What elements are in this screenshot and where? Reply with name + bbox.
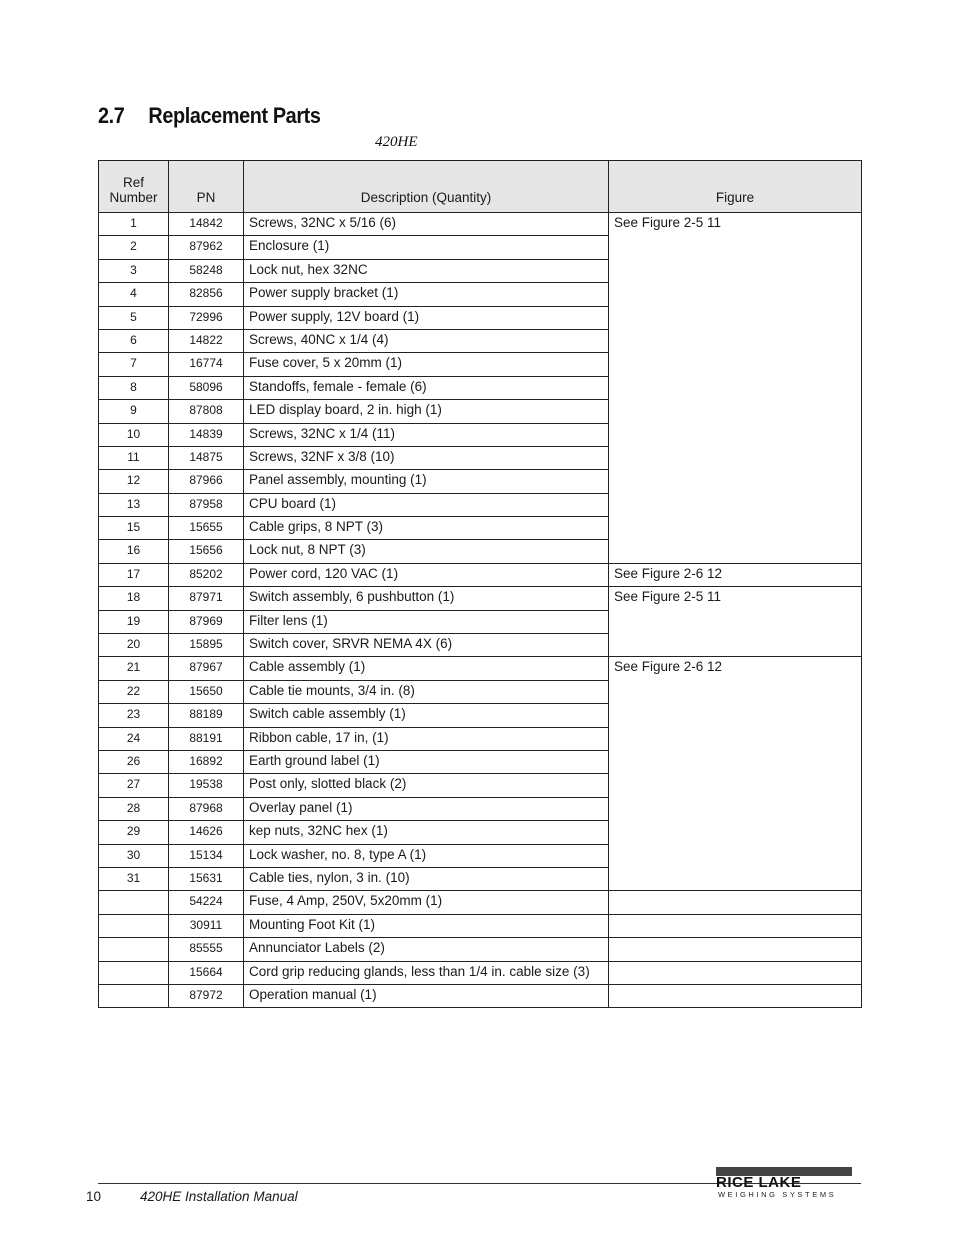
header-ref-number: [99, 161, 169, 213]
pn-cell: 14822: [169, 329, 244, 352]
pn-cell: 19538: [169, 774, 244, 797]
ref-cell: 3: [99, 259, 169, 282]
pn-cell: 87967: [169, 657, 244, 680]
ref-cell: 28: [99, 797, 169, 820]
description-cell: Fuse cover, 5 x 20mm (1): [244, 353, 609, 376]
description-cell: Screws, 32NC x 5/16 (6): [244, 213, 609, 236]
description-cell: Screws, 32NF x 3/8 (10): [244, 446, 609, 469]
description-cell: Cable assembly (1): [244, 657, 609, 680]
description-cell: Power supply, 12V board (1): [244, 306, 609, 329]
figure-cell: See Figure 2-5 11: [609, 213, 862, 564]
ref-cell: 9: [99, 400, 169, 423]
description-cell: Screws, 32NC x 1/4 (11): [244, 423, 609, 446]
ref-cell: 29: [99, 821, 169, 844]
ref-cell: 11: [99, 446, 169, 469]
pn-cell: 58096: [169, 376, 244, 399]
pn-cell: 14842: [169, 213, 244, 236]
description-cell: Standoffs, female - female (6): [244, 376, 609, 399]
rice-lake-logo: [714, 1165, 862, 1199]
description-cell: Panel assembly, mounting (1): [244, 470, 609, 493]
description-cell: Post only, slotted black (2): [244, 774, 609, 797]
description-cell: Earth ground label (1): [244, 750, 609, 773]
pn-cell: 15655: [169, 517, 244, 540]
pn-cell: 87972: [169, 984, 244, 1007]
ref-cell: 5: [99, 306, 169, 329]
pn-cell: 14626: [169, 821, 244, 844]
pn-cell: 15895: [169, 634, 244, 657]
description-cell: Annunciator Labels (2): [244, 938, 609, 961]
description-cell: LED display board, 2 in. high (1): [244, 400, 609, 423]
ref-cell: 15: [99, 517, 169, 540]
ref-cell: 30: [99, 844, 169, 867]
table-header-row: [99, 161, 862, 213]
pn-cell: 87968: [169, 797, 244, 820]
ref-cell: 18: [99, 587, 169, 610]
pn-cell: 82856: [169, 283, 244, 306]
pn-cell: 15631: [169, 867, 244, 890]
ref-cell: 12: [99, 470, 169, 493]
ref-cell: 16: [99, 540, 169, 563]
table-row: [99, 657, 862, 680]
header-ref-line1: Ref: [122, 175, 144, 190]
figure-cell: See Figure 2-6 12: [609, 563, 862, 586]
pn-cell: 54224: [169, 891, 244, 914]
logo-tagline: WEIGHING SYSTEMS: [718, 1190, 837, 1199]
description-cell: Power supply bracket (1): [244, 283, 609, 306]
pn-cell: 88189: [169, 704, 244, 727]
pn-cell: 87962: [169, 236, 244, 259]
ref-cell: 8: [99, 376, 169, 399]
ref-cell: 24: [99, 727, 169, 750]
pn-cell: 14839: [169, 423, 244, 446]
description-cell: Enclosure (1): [244, 236, 609, 259]
ref-cell: 23: [99, 704, 169, 727]
pn-cell: 87808: [169, 400, 244, 423]
ref-cell: 6: [99, 329, 169, 352]
ref-cell: 19: [99, 610, 169, 633]
description-cell: Cable tie mounts, 3/4 in. (8): [244, 680, 609, 703]
description-cell: CPU board (1): [244, 493, 609, 516]
header-description: Description (Quantity): [244, 161, 609, 213]
pn-cell: 87969: [169, 610, 244, 633]
logo-name: RICE LAKE: [716, 1174, 802, 1191]
description-cell: Lock nut, hex 32NC: [244, 259, 609, 282]
ref-cell: [99, 938, 169, 961]
table-row: [99, 213, 862, 236]
ref-cell: [99, 914, 169, 937]
pn-cell: 87958: [169, 493, 244, 516]
ref-cell: 17: [99, 563, 169, 586]
description-cell: Fuse, 4 Amp, 250V, 5x20mm (1): [244, 891, 609, 914]
table-row: [99, 914, 862, 937]
description-cell: Overlay panel (1): [244, 797, 609, 820]
replacement-parts-table: [98, 160, 862, 1008]
description-cell: Lock washer, no. 8, type A (1): [244, 844, 609, 867]
pn-cell: 16892: [169, 750, 244, 773]
description-cell: Ribbon cable, 17 in, (1): [244, 727, 609, 750]
pn-cell: 58248: [169, 259, 244, 282]
table-row: [99, 984, 862, 1007]
description-cell: Operation manual (1): [244, 984, 609, 1007]
pn-cell: 85202: [169, 563, 244, 586]
description-cell: Mounting Foot Kit (1): [244, 914, 609, 937]
ref-cell: 31: [99, 867, 169, 890]
ref-cell: [99, 984, 169, 1007]
pn-cell: 72996: [169, 306, 244, 329]
page-number: 10: [86, 1189, 102, 1204]
description-cell: Cable grips, 8 NPT (3): [244, 517, 609, 540]
pn-cell: 15134: [169, 844, 244, 867]
table-row: [99, 961, 862, 984]
table-caption: 420HE: [375, 134, 418, 150]
ref-cell: 27: [99, 774, 169, 797]
pn-cell: 15650: [169, 680, 244, 703]
ref-cell: 26: [99, 750, 169, 773]
ref-cell: 2: [99, 236, 169, 259]
description-cell: Lock nut, 8 NPT (3): [244, 540, 609, 563]
pn-cell: 15664: [169, 961, 244, 984]
description-cell: Switch cover, SRVR NEMA 4X (6): [244, 634, 609, 657]
pn-cell: 30911: [169, 914, 244, 937]
section-number: 2.7: [98, 103, 125, 128]
pn-cell: 16774: [169, 353, 244, 376]
table-row: [99, 563, 862, 586]
header-ref-line2: Number: [109, 190, 158, 205]
ref-cell: 10: [99, 423, 169, 446]
table-row: [99, 587, 862, 610]
figure-cell: See Figure 2-6 12: [609, 657, 862, 891]
ref-cell: 7: [99, 353, 169, 376]
pn-cell: 88191: [169, 727, 244, 750]
ref-cell: 21: [99, 657, 169, 680]
description-cell: Power cord, 120 VAC (1): [244, 563, 609, 586]
header-pn: PN: [169, 161, 244, 213]
ref-cell: 20: [99, 634, 169, 657]
figure-cell: [609, 914, 862, 937]
ref-cell: 1: [99, 213, 169, 236]
pn-cell: 87971: [169, 587, 244, 610]
ref-cell: [99, 891, 169, 914]
ref-cell: 22: [99, 680, 169, 703]
section-title: Replacement Parts: [148, 103, 321, 128]
pn-cell: 85555: [169, 938, 244, 961]
description-cell: Switch assembly, 6 pushbutton (1): [244, 587, 609, 610]
pn-cell: 14875: [169, 446, 244, 469]
description-cell: Filter lens (1): [244, 610, 609, 633]
section-heading: [98, 103, 321, 129]
figure-cell: [609, 891, 862, 914]
figure-cell: [609, 984, 862, 1007]
ref-cell: 13: [99, 493, 169, 516]
figure-cell: [609, 961, 862, 984]
description-cell: Cable ties, nylon, 3 in. (10): [244, 867, 609, 890]
table-row: [99, 891, 862, 914]
description-cell: kep nuts, 32NC hex (1): [244, 821, 609, 844]
manual-title: 420HE Installation Manual: [140, 1189, 298, 1204]
description-cell: Switch cable assembly (1): [244, 704, 609, 727]
header-figure: Figure: [609, 161, 862, 213]
figure-cell: [609, 938, 862, 961]
pn-cell: 15656: [169, 540, 244, 563]
pn-cell: 87966: [169, 470, 244, 493]
description-cell: Cord grip reducing glands, less than 1/4 in. cable size (3): [244, 961, 609, 984]
ref-cell: [99, 961, 169, 984]
description-cell: Screws, 40NC x 1/4 (4): [244, 329, 609, 352]
ref-cell: 4: [99, 283, 169, 306]
figure-cell: See Figure 2-5 11: [609, 587, 862, 657]
table-body: [99, 213, 862, 1008]
table-row: [99, 938, 862, 961]
